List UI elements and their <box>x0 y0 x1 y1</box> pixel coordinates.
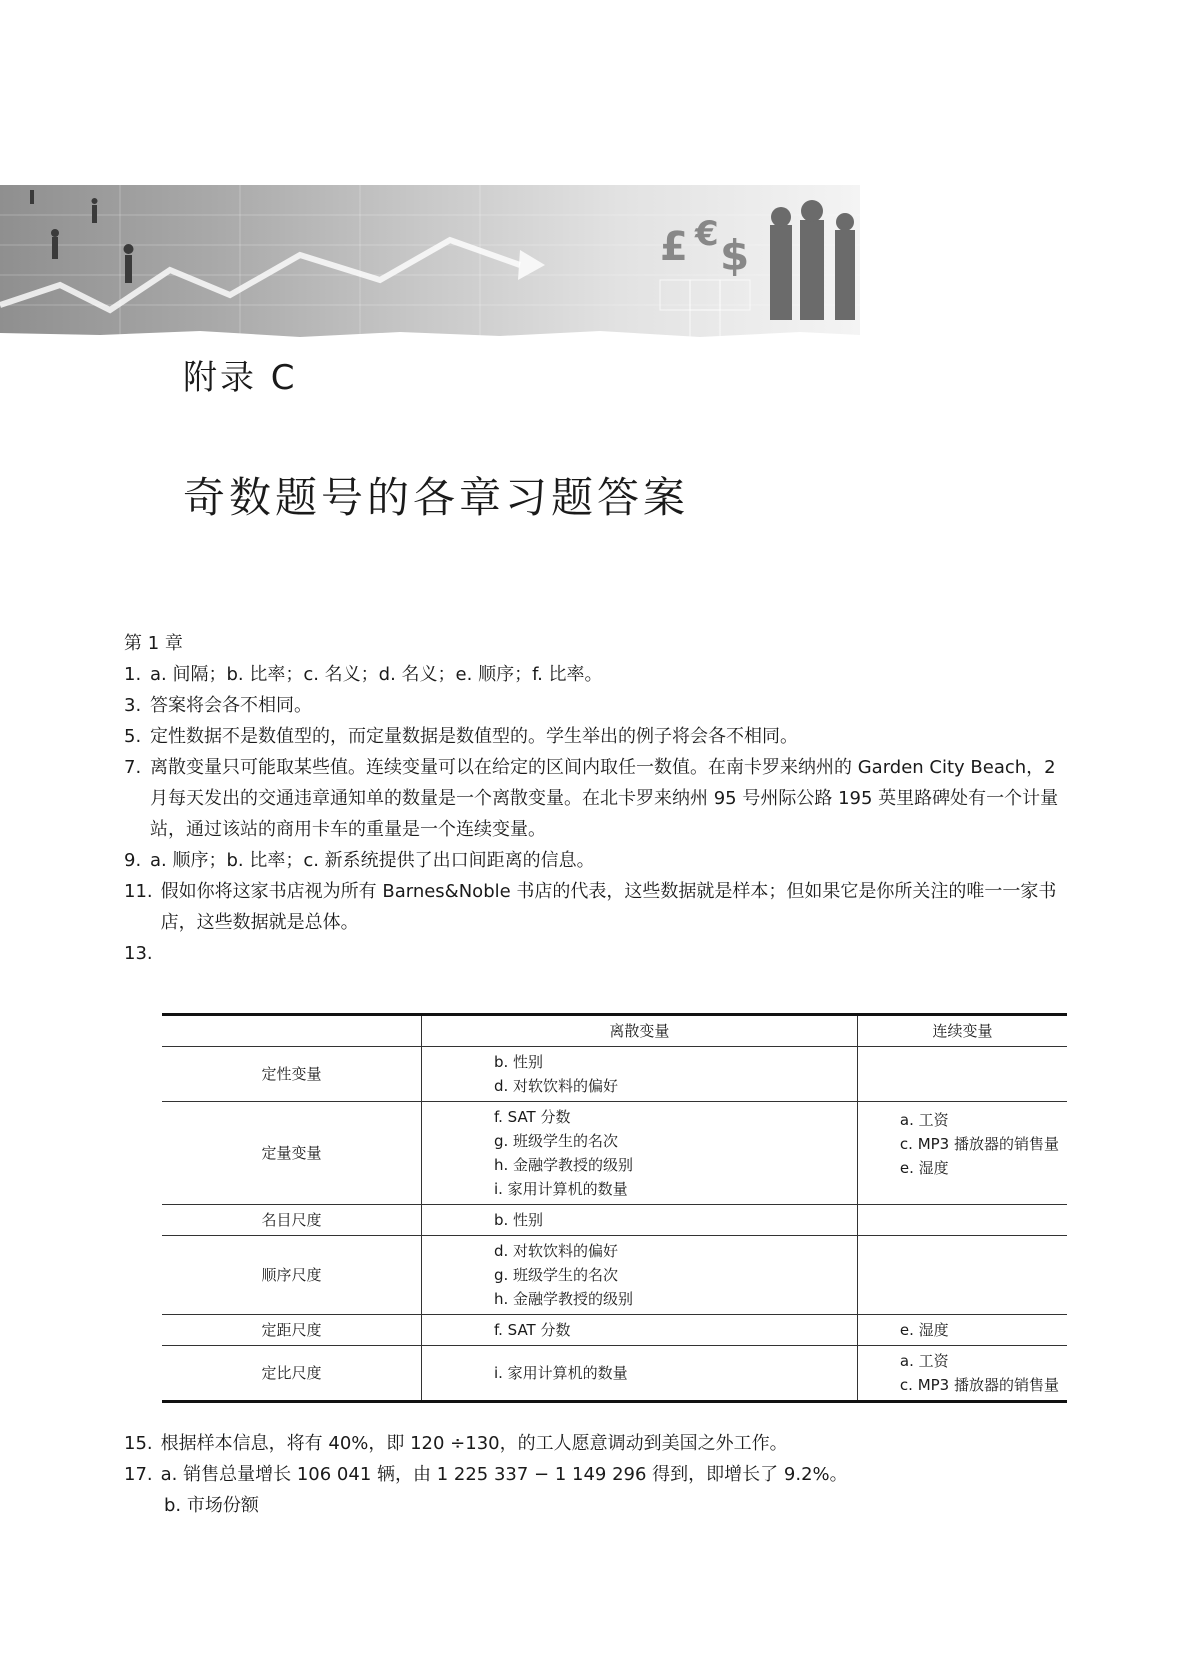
row-label: 定性变量 <box>162 1047 421 1102</box>
cell-line: d. 对软饮料的偏好 <box>493 1242 618 1260</box>
answer-item <box>124 690 1074 721</box>
cell-line: d. 对软饮料的偏好 <box>493 1077 618 1095</box>
cell-line: g. 班级学生的名次 <box>493 1132 618 1150</box>
answer-number: 13. <box>124 943 153 964</box>
continuous-cell <box>857 1315 1067 1346</box>
answer-text: 根据样本信息，将有 40%，即 120 ÷130，的工人愿意调动到美国之外工作。 <box>160 1433 788 1454</box>
table-row <box>162 1102 1067 1205</box>
answer-item <box>124 876 1074 938</box>
answer-number: 7. <box>124 757 142 778</box>
answer-number: 15. <box>124 1433 153 1454</box>
answer-number: 1. <box>124 664 142 685</box>
discrete-cell <box>421 1236 857 1315</box>
appendix-label: 附录 C <box>183 358 298 398</box>
answer-item <box>124 1459 1074 1490</box>
answer-text: a. 顺序；b. 比率；c. 新系统提供了出口间距离的信息。 <box>150 850 595 871</box>
table-header-row <box>162 1015 1067 1047</box>
row-label: 定距尺度 <box>162 1315 421 1346</box>
answer-subitem: b. 市场份额 <box>164 1495 259 1516</box>
continuous-cell <box>857 1102 1067 1205</box>
cell-line: c. MP3 播放器的销售量 <box>899 1135 1059 1153</box>
answer-number: 11. <box>124 881 153 902</box>
svg-text:$: $ <box>720 231 750 280</box>
discrete-cell <box>421 1047 857 1102</box>
continuous-cell <box>857 1236 1067 1315</box>
table-row <box>162 1205 1067 1236</box>
table-row <box>162 1047 1067 1102</box>
answer-text: 离散变量只可能取某些值。连续变量可以在给定的区间内取任一数值。在南卡罗来纳州的 Garden City Beach，2 月每天发出的交通违章通知单的数量是一个离散变量。在北卡罗来纳州 95 号州际公路 195 英里路碑处有一个计量站，通过该站的商用卡车的重量是一个连续变量。 <box>150 757 1059 840</box>
answer-text <box>161 938 1074 969</box>
answer-number: 3. <box>124 695 142 716</box>
discrete-cell <box>421 1102 857 1205</box>
table-row <box>162 1346 1067 1402</box>
continuous-cell <box>857 1205 1067 1236</box>
row-label: 定比尺度 <box>162 1346 421 1402</box>
cell-line: f. SAT 分数 <box>493 1321 571 1339</box>
cell-line: h. 金融学教授的级别 <box>493 1156 633 1174</box>
answer-text: 定性数据不是数值型的，而定量数据是数值型的。学生举出的例子将会各不相同。 <box>150 726 798 747</box>
answer-item <box>124 938 1074 969</box>
answer-text: 答案将会各不相同。 <box>150 695 312 716</box>
answers-continued <box>124 1428 1074 1521</box>
chapter-heading: 第 1 章 <box>124 633 183 654</box>
discrete-cell <box>421 1315 857 1346</box>
cell-line: a. 工资 <box>899 1111 949 1129</box>
row-label: 名目尺度 <box>162 1205 421 1236</box>
answer-item <box>124 659 1074 690</box>
table-row <box>162 1315 1067 1346</box>
answers-section <box>124 628 1074 969</box>
continuous-cell <box>857 1047 1067 1102</box>
cell-line: b. 性别 <box>493 1211 543 1229</box>
table-header-cell: 离散变量 <box>421 1015 857 1047</box>
cell-line: a. 工资 <box>899 1352 949 1370</box>
row-label: 顺序尺度 <box>162 1236 421 1315</box>
svg-text:£: £ <box>660 224 688 270</box>
table-header-cell: 连续变量 <box>857 1015 1067 1047</box>
answer-text: a. 销售总量增长 106 041 辆，由 1 225 337 − 1 149 296 得到，即增长了 9.2%。 <box>160 1464 848 1485</box>
svg-text:€: € <box>695 214 719 254</box>
answer-number: 9. <box>124 850 142 871</box>
discrete-cell <box>421 1346 857 1402</box>
cell-line: i. 家用计算机的数量 <box>493 1180 628 1198</box>
cell-line: f. SAT 分数 <box>493 1108 571 1126</box>
cell-line: c. MP3 播放器的销售量 <box>899 1376 1059 1394</box>
cell-line: h. 金融学教授的级别 <box>493 1290 633 1308</box>
row-label: 定量变量 <box>162 1102 421 1205</box>
variable-classification-table <box>162 1013 1067 1403</box>
answer-text: 假如你将这家书店视为所有 Barnes&Noble 书店的代表，这些数据就是样本；但如果它是你所关注的唯一一家书店，这些数据就是总体。 <box>160 881 1057 933</box>
answer-item <box>124 1428 1074 1459</box>
chapter-banner-image <box>0 185 860 340</box>
cell-line: i. 家用计算机的数量 <box>493 1364 628 1382</box>
answer-item <box>124 721 1074 752</box>
cell-line: e. 湿度 <box>899 1321 949 1339</box>
cell-line: b. 性别 <box>493 1053 543 1071</box>
continuous-cell <box>857 1346 1067 1402</box>
cell-line: g. 班级学生的名次 <box>493 1266 618 1284</box>
answer-number: 17. <box>124 1464 153 1485</box>
answer-item <box>124 752 1074 845</box>
answer-number: 5. <box>124 726 142 747</box>
page-title: 奇数题号的各章习题答案 <box>183 473 690 522</box>
answer-text: a. 间隔；b. 比率；c. 名义；d. 名义；e. 顺序；f. 比率。 <box>150 664 603 685</box>
table-header-cell <box>162 1015 421 1047</box>
answer-item <box>124 845 1074 876</box>
banner-illustration <box>0 185 860 340</box>
table-row <box>162 1236 1067 1315</box>
discrete-cell <box>421 1205 857 1236</box>
cell-line: e. 湿度 <box>899 1159 949 1177</box>
